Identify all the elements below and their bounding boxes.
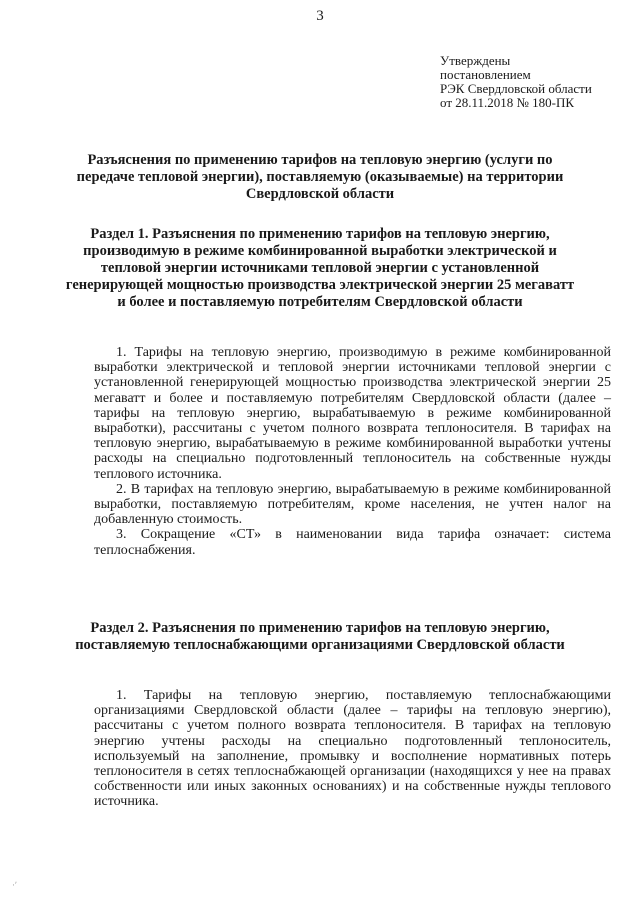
document-title: Разъяснения по применению тарифов на тепловую энергию (услуги по передаче тепловой энергии), поставляемую (оказываемые) на территории Свердловской области — [76, 152, 564, 202]
section-2-paragraph-1: 1. Тарифы на тепловую энергию, поставляемую теплоснабжающими организациями Свердловской области (далее – тарифы на тепловую энергию), рассчитаны с учетом полного возврата теплоносителя. В тарифах на тепловую энергию учтены расходы на специально подготовленный теплоноситель, используемый на заполнение, промывку и восполнение нормативных потерь теплоносителя в сетях теплоснабжающей организации (находящихся у нее на правах собственности или иных законных основаниях) и на собственные нужды теплового источника. — [94, 688, 611, 810]
approval-stamp — [440, 54, 592, 110]
section-1-paragraph-3: 3. Сокращение «СТ» в наименовании вида тарифа означает: система теплоснабжения. — [94, 527, 611, 558]
approval-line: Утверждены — [440, 53, 511, 68]
approval-line: от 28.11.2018 № 180-ПК — [440, 95, 575, 110]
section-1-paragraph-1: 1. Тарифы на тепловую энергию, производимую в режиме комбинированной выработки электрической и тепловой энергии источниками тепловой энергии с установленной генерирующей мощностью производства электрической энергии 25 мегаватт и более и поставляемую потребителям Свердловской области (далее – тарифы на тепловую энергию, вырабатываемую в режиме комбинированной выработки), рассчитаны с учетом полного возврата теплоносителя. В тарифах на тепловую энергию, вырабатываемую в режиме комбинированной выработки учтены расходы на специально подготовленный теплоноситель на собственные нужды теплового источника. — [94, 345, 611, 482]
approval-line: постановлением — [440, 67, 531, 82]
scan-artifact: ·ʹ — [12, 880, 17, 890]
section-2-body — [94, 688, 611, 810]
section-1-body — [94, 345, 611, 558]
approval-line: РЭК Свердловской области — [440, 81, 592, 96]
page-number: 3 — [316, 8, 324, 24]
section-1-paragraph-2: 2. В тарифах на тепловую энергию, вырабатываемую в режиме комбинированной выработки, поставляемую потребителям, кроме населения, не учтен налог на добавленную стоимость. — [94, 481, 611, 528]
section-1-title: Раздел 1. Разъяснения по применению тарифов на тепловую энергию, производимую в режиме комбинированной выработки электрической и тепловой энергии источниками тепловой энергии с установленной генерирующей мощностью производства электрической энергии 25 мегаватт и более и поставляемую потребителям Свердловской области — [65, 226, 575, 310]
section-2-title: Раздел 2. Разъяснения по применению тарифов на тепловую энергию, поставляемую теплоснабжающими организациями Свердловской области — [75, 620, 565, 653]
